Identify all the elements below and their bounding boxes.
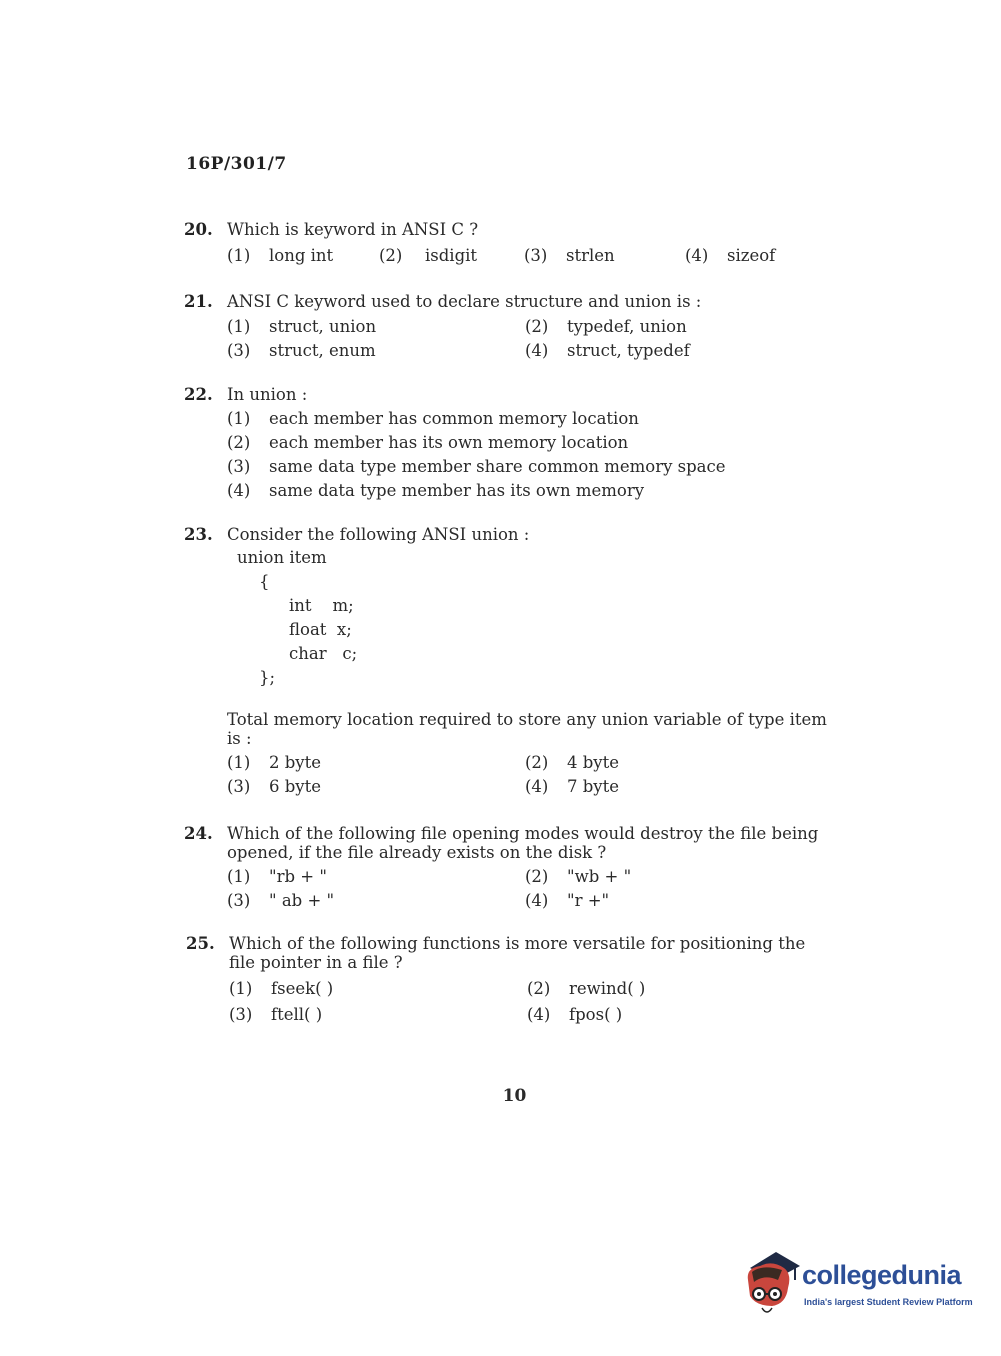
question-23 [184,524,834,799]
question-text: Consider the following ANSI union : [227,525,530,544]
question-text: Which of the following functions is more versatile for positioning the file pointer in a file ? [229,934,806,972]
option-3: (3) strlen [524,246,615,265]
collegedunia-logo [742,1250,972,1320]
code-line: { [259,572,270,591]
question-text: ANSI C keyword used to declare structure and union is : [227,292,702,311]
option-4: (4) fpos( ) [527,1005,623,1024]
option-4: (4) struct, typedef [525,341,690,360]
brand-tagline: India's largest Student Review Platform [804,1297,973,1307]
question-number: 20. [184,220,213,239]
option-1: (1) fseek( ) [229,979,334,998]
option-1: (1) each member has common memory location [227,409,639,428]
question-followup: Total memory location required to store any union variable of type item is : [227,710,827,748]
brand-name: collegedunia [802,1260,962,1290]
option-3: (3) " ab + " [227,891,335,910]
option-4: (4) "r +" [525,891,610,910]
question-number: 23. [184,525,213,544]
option-3: (3) struct, enum [227,341,376,360]
option-2: (2) rewind( ) [527,979,646,998]
question-number: 22. [184,385,213,404]
paper-code: 16P/301/7 [186,154,287,174]
question-21 [184,291,834,363]
code-line: }; [259,668,276,687]
option-2: (2) typedef, union [525,317,687,336]
question-text: Which of the following file opening modes would destroy the file being opened, if the file already exists on the disk ? [227,824,819,862]
question-25 [186,934,836,1028]
option-1: (1) long int [227,246,334,265]
mascot-icon [742,1250,804,1320]
option-4: (4) 7 byte [525,777,620,796]
option-2: (2) "wb + " [525,867,632,886]
question-number: 21. [184,292,213,311]
question-20 [184,219,834,268]
question-22 [184,384,834,503]
option-1: (1) "rb + " [227,867,327,886]
code-line: float x; [289,620,352,639]
option-2: (2) 4 byte [525,753,620,772]
option-2: (2) isdigit [379,246,478,265]
code-line: int m; [289,596,354,615]
option-4: (4) same data type member has its own memory [227,481,645,500]
question-24 [184,824,834,913]
question-text: Which is keyword in ANSI C ? [227,220,479,239]
question-number: 24. [184,824,213,843]
question-number: 25. [186,934,215,953]
option-3: (3) 6 byte [227,777,322,796]
option-3: (3) same data type member share common memory space [227,457,726,476]
option-1: (1) struct, union [227,317,377,336]
code-line: char c; [289,644,358,663]
code-snippet [237,546,834,690]
option-1: (1) 2 byte [227,753,322,772]
question-text: In union : [227,385,308,404]
page-number: 10 [502,1086,527,1106]
option-3: (3) ftell( ) [229,1005,323,1024]
code-line: union item [237,548,327,567]
option-2: (2) each member has its own memory location [227,433,629,452]
option-4: (4) sizeof [685,246,776,265]
